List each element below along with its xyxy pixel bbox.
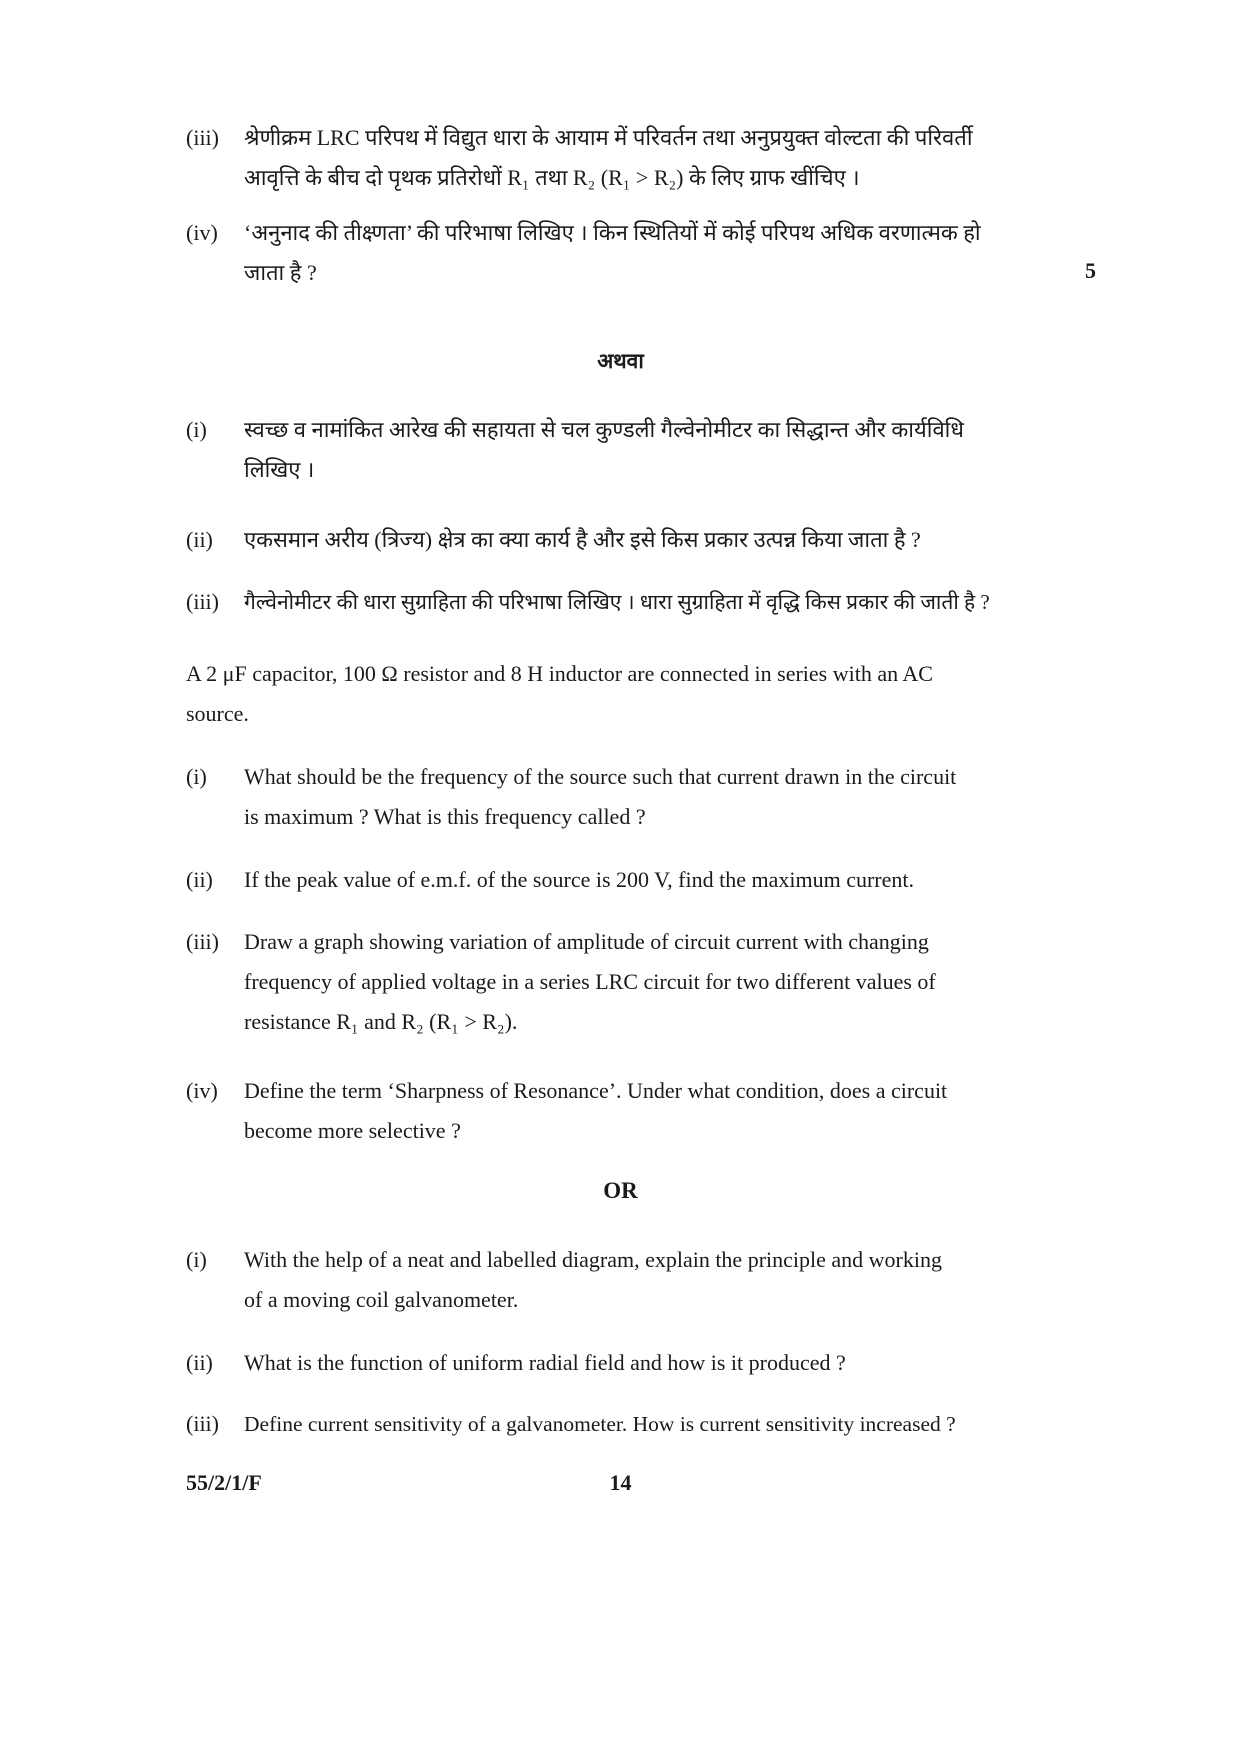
question-number: (ii) (186, 867, 213, 892)
question-text (244, 1240, 1056, 1320)
question-text (244, 860, 1056, 900)
question-text (244, 582, 1056, 622)
question-number: (ii) (186, 527, 213, 552)
question-text (244, 922, 1056, 1042)
question-line: जाता है ? (244, 260, 317, 285)
question-line: ‘अनुनाद की तीक्ष्णता’ की परिभाषा लिखिए । किन स्थितियों में कोई परिपथ अधिक वरणात्मक हो (244, 220, 981, 245)
question-number: (iii) (186, 1411, 219, 1436)
question-line: resistance R₁ and R₂ (R₁ > R₂). (244, 1009, 518, 1034)
question-line: एकसमान अरीय (त्रिज्य) क्षेत्र का क्या कार्य है और इसे किस प्रकार उत्पन्न किया जाता है ? (244, 527, 921, 552)
intro-line: A 2 μF capacitor, 100 Ω resistor and 8 H inductor are connected in series with an AC (186, 661, 933, 686)
question-text (244, 1343, 1056, 1383)
question-text (244, 118, 1056, 198)
question-line: आवृत्ति के बीच दो पृथक प्रतिरोधों R₁ तथा R₂ (R₁ > R₂) के लिए ग्राफ खींचिए । (244, 165, 860, 190)
question-line: स्वच्छ व नामांकित आरेख की सहायता से चल कुण्डली गैल्वेनोमीटर का सिद्धान्त और कार्यविधि (244, 417, 964, 442)
question-line: Define current sensitivity of a galvanometer. How is current sensitivity increased ? (244, 1412, 956, 1436)
question-line: श्रेणीक्रम LRC परिपथ में विद्युत धारा के आयाम में परिवर्तन तथा अनुप्रयुक्त वोल्टता की परिवर्ती (244, 125, 973, 150)
question-line: is maximum ? What is this frequency called ? (244, 804, 646, 829)
question-number: (ii) (186, 1350, 213, 1375)
question-text (244, 410, 1056, 490)
question-text (244, 520, 1056, 560)
page-number: 14 (609, 1470, 632, 1495)
question-text (244, 757, 1056, 837)
question-text (244, 1404, 1056, 1444)
question-line: लिखिए । (244, 457, 315, 482)
question-line: If the peak value of e.m.f. of the source is 200 V, find the maximum current. (244, 867, 915, 892)
question-line: become more selective ? (244, 1118, 461, 1143)
question-line: What should be the frequency of the source such that current drawn in the circuit (244, 764, 957, 789)
question-line: What is the function of uniform radial field and how is it produced ? (244, 1350, 846, 1375)
question-text (244, 213, 1056, 293)
question-line: of a moving coil galvanometer. (244, 1287, 519, 1312)
question-number: (iii) (186, 125, 219, 150)
question-number: (i) (186, 1247, 207, 1272)
question-number: (iii) (186, 589, 219, 614)
athva-heading: अथवा (597, 349, 644, 373)
question-line: With the help of a neat and labelled diagram, explain the principle and working (244, 1247, 942, 1272)
question-number: (i) (186, 764, 207, 789)
question-line: Define the term ‘Sharpness of Resonance’. Under what condition, does a circuit (244, 1078, 948, 1103)
question-number: (iii) (186, 929, 219, 954)
question-number: (iv) (186, 220, 218, 245)
question-line: Draw a graph showing variation of amplitude of circuit current with changing (244, 929, 929, 954)
question-line: frequency of applied voltage in a series LRC circuit for two different values of (244, 969, 936, 994)
paper-code: 55/2/1/F (186, 1470, 262, 1495)
question-number: (iv) (186, 1078, 218, 1103)
marks: 5 (1085, 258, 1096, 283)
question-number: (i) (186, 417, 207, 442)
english-intro (186, 654, 1056, 734)
question-text (244, 1071, 1056, 1151)
intro-line: source. (186, 701, 249, 726)
question-line: गैल्वेनोमीटर की धारा सुग्राहिता की परिभाषा लिखिए । धारा सुग्राहिता में वृद्धि किस प्रकार की जाती है ? (244, 590, 990, 614)
or-heading: OR (603, 1178, 638, 1203)
